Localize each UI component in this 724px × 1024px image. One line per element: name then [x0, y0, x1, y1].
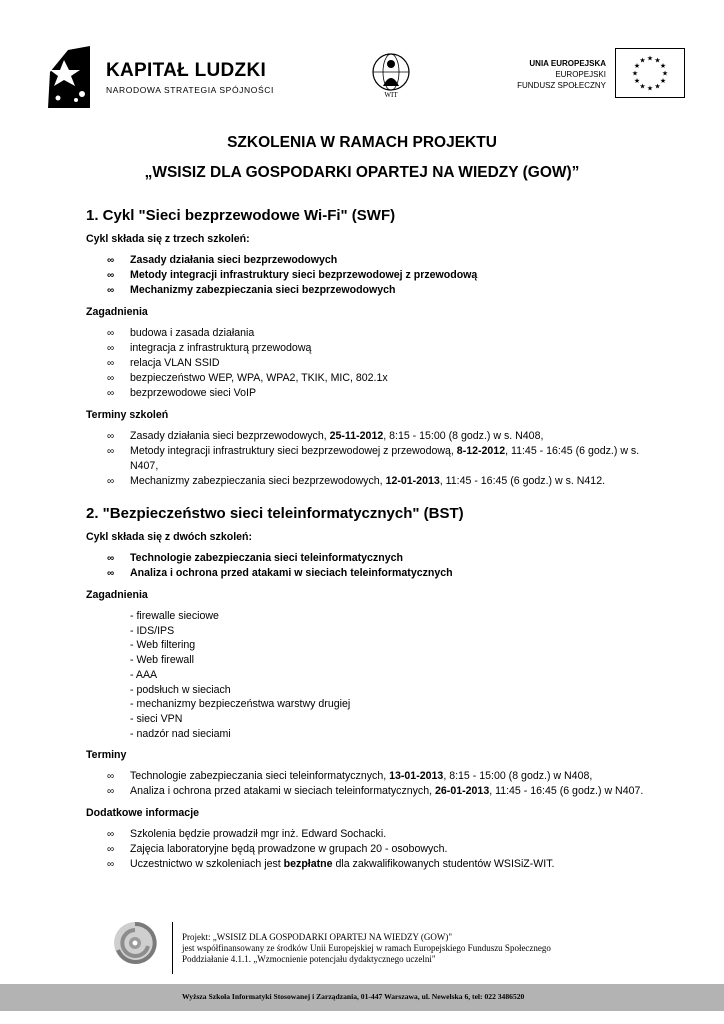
- eu-star-icon: ★: [654, 57, 661, 65]
- extra-info-list: [86, 827, 646, 872]
- bullet-icon: ∞: [107, 786, 115, 798]
- bullet-icon: ∞: [107, 446, 115, 457]
- page-title-line-2: „WSISIZ DLA GOSPODARKI OPARTEJ NA WIEDZY (GOW)”: [144, 164, 580, 181]
- bullet-icon: ∞: [107, 859, 115, 871]
- bullet-icon: ∞: [107, 285, 115, 296]
- section-2-heading: 2. "Bezpieczeństwo sieci teleinformatycznych" (BST): [86, 505, 464, 522]
- list-item: - mechanizmy bezpieczeństwa warstwy drugiej: [130, 698, 351, 711]
- document-content: [86, 207, 646, 880]
- bullet-icon: ∞: [107, 829, 115, 841]
- list-item: ∞ budowa i zasada działania: [107, 327, 255, 339]
- bullet-icon: ∞: [107, 328, 115, 339]
- bullet-icon: ∞: [107, 343, 115, 354]
- eu-star-icon: ★: [646, 85, 654, 93]
- footer-address: Wyższa Szkoła Informatyki Stosowanej i Zarządzania, 01-447 Warszawa, ul. Newelska 6, tel: 022 3486520: [182, 992, 525, 1001]
- list-item: - sieci VPN: [130, 712, 183, 725]
- section-2-dates-label: Terminy: [86, 749, 127, 762]
- section-2-topics-label: Zagadnienia: [86, 589, 148, 601]
- school-spiral-logo-icon: [112, 920, 158, 966]
- section-1-courses-list: [86, 253, 646, 298]
- footer-line-1: Projekt: „WSISIZ DLA GOSPODARKI OPARTEJ NA WIEDZY (GOW)": [182, 932, 453, 942]
- list-item: - nadzór nad sieciami: [130, 727, 231, 740]
- eu-star-icon: ★: [659, 63, 667, 70]
- logo-subtitle: NARODOWA STRATEGIA SPÓJNOŚCI: [106, 85, 274, 95]
- eu-star-icon: ★: [639, 83, 646, 91]
- section-1-topics-label: Zagadnienia: [86, 306, 148, 318]
- footer-address-bar: [0, 984, 724, 1011]
- section-1-heading: 1. Cykl "Sieci bezprzewodowe Wi-Fi" (SWF): [86, 207, 396, 224]
- bullet-icon: ∞: [107, 255, 115, 266]
- list-item: ∞ relacja VLAN SSID: [107, 357, 220, 369]
- kapital-ludzki-logo-icon: [38, 42, 98, 112]
- footer-project-text: [182, 932, 551, 965]
- course-date: 13-01-2013: [389, 770, 444, 783]
- section-1-topics-list: [86, 326, 646, 401]
- bullet-icon: ∞: [107, 476, 115, 487]
- list-item: ∞ Technologie zabezpieczania sieci teleinformatycznych, 13-01-2013, 8:15 - 15:00 (8 godz.) w N408,: [107, 770, 593, 783]
- section-2-topics-list: [86, 609, 646, 741]
- bullet-icon: ∞: [107, 358, 115, 369]
- list-item: - Web filtering: [130, 639, 196, 652]
- section-2-dates-list: [86, 769, 646, 799]
- eu-line-2: EUROPEJSKI: [555, 70, 606, 79]
- section-2-courses-list: [86, 551, 646, 581]
- list-item: ∞ Analiza i ochrona przed atakami w sieciach teleinformatycznych: [107, 567, 453, 579]
- list-item: ∞ bezpieczeństwo WEP, WPA, WPA2, TKIK, MIC, 802.1x: [107, 372, 388, 384]
- list-item: - Web firewall: [130, 654, 194, 667]
- list-item: - podsłuch w sieciach: [130, 683, 231, 696]
- extra-info-label: Dodatkowe informacje: [86, 807, 200, 820]
- eu-flag-icon: [615, 48, 685, 98]
- bullet-icon: ∞: [107, 568, 115, 579]
- course-date: 8-12-2012: [456, 445, 506, 457]
- bullet-icon: ∞: [107, 771, 115, 783]
- course-date: 25-11-2012: [329, 430, 384, 442]
- eu-star-icon: ★: [633, 78, 641, 85]
- eu-star-icon: ★: [661, 70, 669, 78]
- section-2-cycle-label: Cykl składa się z dwóch szkoleń:: [86, 531, 253, 543]
- course-date: 12-01-2013: [385, 475, 440, 487]
- eu-line-1: UNIA EUROPEJSKA: [529, 59, 606, 68]
- list-item: ∞ Uczestnictwo w szkoleniach jest bezpłatne dla zakwalifikowanych studentów WSISiZ-WIT.: [107, 858, 555, 871]
- list-item: - IDS/IPS: [130, 624, 175, 637]
- section-1-dates-list: [86, 429, 646, 489]
- list-item: ∞ Mechanizmy zabezpieczania sieci bezprzewodowych: [107, 284, 396, 296]
- list-item: ∞ integracja z infrastrukturą przewodową: [107, 342, 312, 354]
- footer-line-3: Poddziałanie 4.1.1. „Wzmocnienie potencjału dydaktycznego uczelni": [182, 954, 436, 964]
- list-item: ∞ Zasady działania sieci bezprzewodowych: [107, 254, 338, 266]
- list-item: ∞ Szkolenia będzie prowadził mgr inż. Edward Sochacki.: [107, 828, 387, 841]
- bullet-icon: ∞: [107, 844, 115, 856]
- eu-line-3: FUNDUSZ SPOŁECZNY: [517, 81, 606, 90]
- list-item: ∞ Mechanizmy zabezpieczania sieci bezprzewodowych, 12-01-2013, 11:45 - 16:45 (6 godz.) w s. N412.: [107, 475, 606, 487]
- course-date: 26-01-2013: [435, 785, 490, 798]
- list-item: ∞ Technologie zabezpieczania sieci teleinformatycznych: [107, 552, 403, 564]
- bullet-icon: ∞: [107, 388, 115, 399]
- eu-star-icon: ★: [631, 70, 639, 78]
- eu-text: [517, 58, 606, 91]
- eu-star-icon: ★: [639, 57, 646, 65]
- footer-line-2: jest współfinansowany ze środków Unii Europejskiej w ramach Europejskiego Funduszu Społecznego: [182, 943, 551, 953]
- section-1-dates-label: Terminy szkoleń: [86, 409, 169, 421]
- bullet-icon: ∞: [107, 270, 115, 281]
- list-item: - firewalle sieciowe: [130, 610, 219, 622]
- eu-star-icon: ★: [659, 78, 667, 85]
- eu-star-icon: ★: [654, 83, 661, 91]
- list-item: ∞ Metody integracji infrastruktury sieci bezprzewodowej z przewodową: [107, 269, 478, 281]
- list-item: ∞ bezprzewodowe sieci VoIP: [107, 387, 257, 399]
- page-title-line-1: SZKOLENIA W RAMACH PROJEKTU: [227, 134, 497, 151]
- list-item: ∞ Metody integracji infrastruktury sieci bezprzewodowej z przewodową, 8-12-2012, 11:45 - 16:45 (6 godz.) w s. N407,: [107, 445, 640, 472]
- bullet-icon: ∞: [107, 373, 115, 384]
- list-item: ∞ Zajęcia laboratoryjne będą prowadzone w grupach 20 - osobowych.: [107, 843, 448, 856]
- bullet-icon: ∞: [107, 431, 115, 442]
- list-item: - AAA: [130, 668, 158, 681]
- bullet-icon: ∞: [107, 553, 115, 564]
- wit-logo-label: WIT: [384, 91, 398, 99]
- eu-star-icon: ★: [633, 63, 641, 70]
- logo-title: KAPITAŁ LUDZKI: [106, 60, 267, 81]
- list-item: ∞ Zasady działania sieci bezprzewodowych, 25-11-2012, 8:15 - 15:00 (8 godz.) w s. N408,: [107, 430, 544, 442]
- footer-separator: [172, 922, 173, 974]
- list-item: ∞ Analiza i ochrona przed atakami w sieciach teleinformatycznych, 26-01-2013, 11:45 - 16:45 (6 godz.) w N407.: [107, 785, 644, 798]
- wit-logo-icon: [368, 50, 414, 100]
- eu-star-icon: ★: [646, 55, 654, 63]
- section-1-cycle-label: Cykl składa się z trzech szkoleń:: [86, 233, 250, 245]
- free-label: bezpłatne: [283, 858, 333, 871]
- document-header: [0, 38, 724, 113]
